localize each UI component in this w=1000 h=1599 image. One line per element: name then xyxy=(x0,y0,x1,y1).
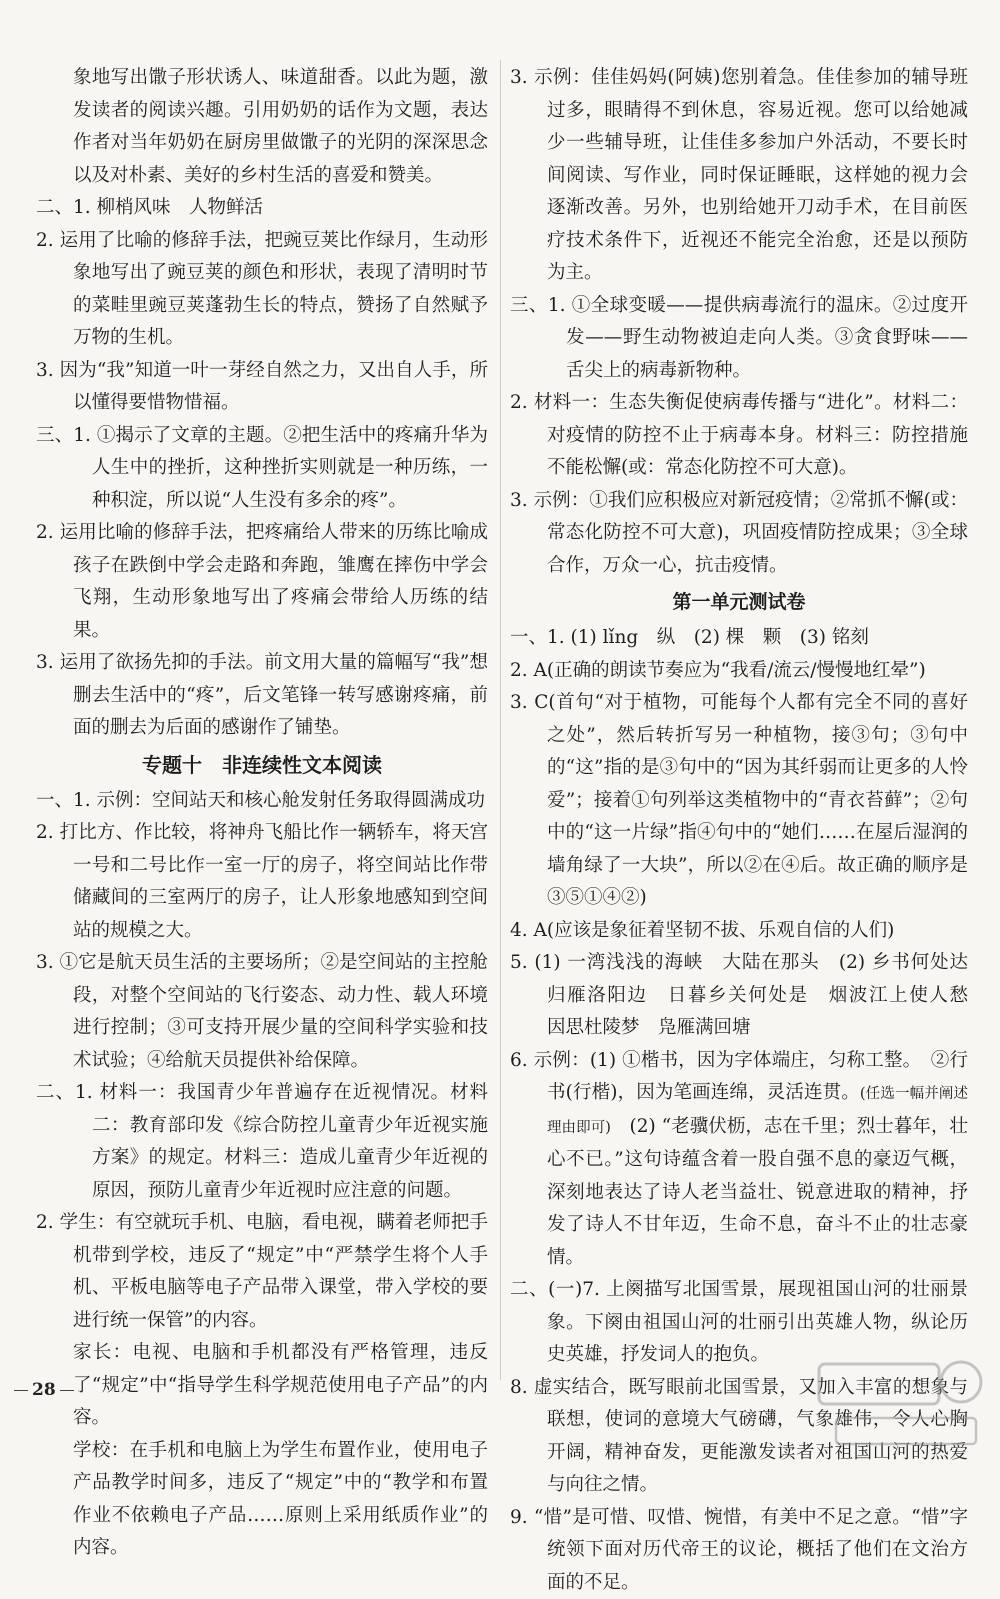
column-divider xyxy=(500,60,501,1380)
answer-paragraph: 三、1. ①全球变暖——提供病毒流行的温床。②过度开发——野生动物被迫走向人类。③贪食野味——舌尖上的病毒新物种。 xyxy=(510,290,968,388)
answer-paragraph: 一、1. 示例：空间站天和核心舱发射任务取得圆满成功 xyxy=(36,785,488,818)
watermark-logo xyxy=(811,1352,986,1452)
answer-paragraph: 3. 示例：佳佳妈妈(阿姨)您别着急。佳佳参加的辅导班过多，眼睛得不到休息，容易近视。您可以给她减少一些辅导班，让佳佳多参加户外活动，不要长时间阅读、写作业，同时保证睡眠，这样她的视力会逐渐改善。另外，也别给她开刀动手术，在目前医疗技术条件下，近视还不能完全治愈，还是以预防为主。 xyxy=(510,62,968,290)
answer-paragraph: 9. “惜”是可惜、叹惜、惋惜，有美中不足之意。“惜”字统领下面对历代帝王的议论，概括了他们在文治方面的不足。 xyxy=(510,1502,968,1599)
answer-paragraph: 2. 学生：有空就玩手机、电脑，看电视，瞒着老师把手机带到学校，违反了“规定”中“严禁学生将个人手机、平板电脑等电子产品带入课堂，带入学校的要进行统一保管”的内容。 xyxy=(36,1207,488,1337)
answer-paragraph: 3. ①它是航天员生活的主要场所；②是空间站的主控舱段，对整个空间站的飞行姿态、动力性、载人环境进行控制；③可支持开展少量的空间科学实验和技术试验；④给航天员提供补给保障。 xyxy=(36,947,488,1077)
answer-paragraph: 5. (1) 一湾浅浅的海峡 大陆在那头 (2) 乡书何处达 归雁洛阳边 日暮乡关何处是 烟波江上使人愁 因思杜陵梦 凫雁满回塘 xyxy=(510,947,968,1045)
answer-paragraph: 三、1. ①揭示了文章的主题。②把生活中的疼痛升华为人生中的挫折，这种挫折实则就是一种历练，一种积淀，所以说“人生没有多余的疼”。 xyxy=(36,420,488,518)
answer-paragraph: 3. 示例：①我们应积极应对新冠疫情；②常抓不懈(或：常态化防控不可大意)，巩固疫情防控成果；③全球合作，万众一心，抗击疫情。 xyxy=(510,485,968,583)
answer-paragraph: 二、1. 材料一：我国青少年普遍存在近视情况。材料二：教育部印发《综合防控儿童青少年近视实施方案》的规定。材料三：造成儿童青少年近视的原因，预防儿童青少年近视时应注意的问题。 xyxy=(36,1077,488,1207)
answer-paragraph: 家长：电视、电脑和手机都没有严格管理，违反了“规定”中“指导学生科学规范使用电子产品”的内容。 xyxy=(36,1337,488,1435)
section-heading: 专题十 非连续性文本阅读 xyxy=(36,747,488,783)
answer-paragraph: 象地写出馓子形状诱人、味道甜香。以此为题，激发读者的阅读兴趣。引用奶奶的话作为文题，表达作者对当年奶奶在厨房里做馓子的光阴的深深思念以及对朴素、美好的乡村生活的喜爱和赞美。 xyxy=(36,62,488,192)
answer-paragraph: 学校：在手机和电脑上为学生布置作业，使用电子产品教学时间多，违反了“规定”中的“教学和布置作业不依赖电子产品……原则上采用纸质作业”的内容。 xyxy=(36,1435,488,1565)
answer-paragraph: 二、1. 柳梢风味 人物鲜活 xyxy=(36,192,488,225)
answer-paragraph: 2. 材料一：生态失衡促使病毒传播与“进化”。材料二：对疫情的防控不止于病毒本身。材料三：防控措施不能松懈(或：常态化防控不可大意)。 xyxy=(510,387,968,485)
section-heading: 第一单元测试卷 xyxy=(510,584,968,620)
answer-paragraph: 8. 虚实结合，既写眼前北国雪景，又加入丰富的想象与联想，使词的意境大气磅礴，气象雄伟，令人心胸开阔，精神奋发，更能激发读者对祖国山河的热爱与向往之情。 xyxy=(510,1372,968,1502)
answer-paragraph: 二、(一)7. 上阕描写北国雪景，展现祖国山河的壮丽景象。下阕由祖国山河的壮丽引出英雄人物，纵论历史英雄，抒发词人的抱负。 xyxy=(510,1274,968,1372)
answer-paragraph: 2. 运用比喻的修辞手法，把疼痛给人带来的历练比喻成孩子在跌倒中学会走路和奔跑，雏鹰在摔伤中学会飞翔，生动形象地写出了疼痛会带给人历练的结果。 xyxy=(36,517,488,647)
answer-paragraph: 6. 示例：(1) ①楷书，因为字体端庄，匀称工整。 ②行书(行楷)，因为笔画连绵，灵活连贯。(任选一幅并阐述理由即可) (2) “老骥伏枥，志在千里；烈士暮年，壮心不已。”这句诗蕴含着一股自强不息的豪迈气概，深刻地表达了诗人老当益壮、锐意进取的精神，抒发了诗人不甘年迈，生命不息，奋斗不止的壮志豪情。 xyxy=(510,1045,968,1275)
answer-paragraph: 3. 运用了欲扬先抑的手法。前文用大量的篇幅写“我”想删去生活中的“疼”，后文笔锋一转写感谢疼痛，前面的删去为后面的感谢作了铺垫。 xyxy=(36,647,488,745)
answer-paragraph: 3. 因为“我”知道一叶一芽经自然之力，又出自人手，所以懂得要惜物惜福。 xyxy=(36,355,488,420)
left-column xyxy=(36,62,488,1565)
answer-paragraph: 2. 运用了比喻的修辞手法，把豌豆荚比作绿月，生动形象地写出了豌豆荚的颜色和形状，表现了清明时节的菜畦里豌豆荚蓬勃生长的特点，赞扬了自然赋予万物的生机。 xyxy=(36,225,488,355)
answer-paragraph: 2. 打比方、作比较，将神舟飞船比作一辆轿车，将天宫一号和二号比作一室一厅的房子，将空间站比作带储藏间的三室两厅的房子，让人形象地感知到空间站的规模之大。 xyxy=(36,817,488,947)
answer-paragraph: 4. A(应该是象征着坚韧不拔、乐观自信的人们) xyxy=(510,915,968,948)
page-number: 28 xyxy=(14,1380,74,1400)
answer-paragraph: 3. C(首句“对于植物，可能每个人都有完全不同的喜好之处”，然后转折写另一种植物，接③句；③句中的“这”指的是③句中的“因为其纤弱而让更多的人怜爱”；接着①句列举这类植物中的“青衣苔藓”；②句中的“这一片绿”指④句中的“她们……在屋后湿润的墙角绿了一大块”，所以②在④后。故正确的顺序是③⑤①④②) xyxy=(510,687,968,915)
answer-paragraph: 一、1. (1) lǐng 纵 (2) 棵 颗 (3) 铭刻 xyxy=(510,622,968,655)
answer-paragraph: 2. A(正确的朗读节奏应为“我看/流云/慢慢地红晕”) xyxy=(510,655,968,688)
